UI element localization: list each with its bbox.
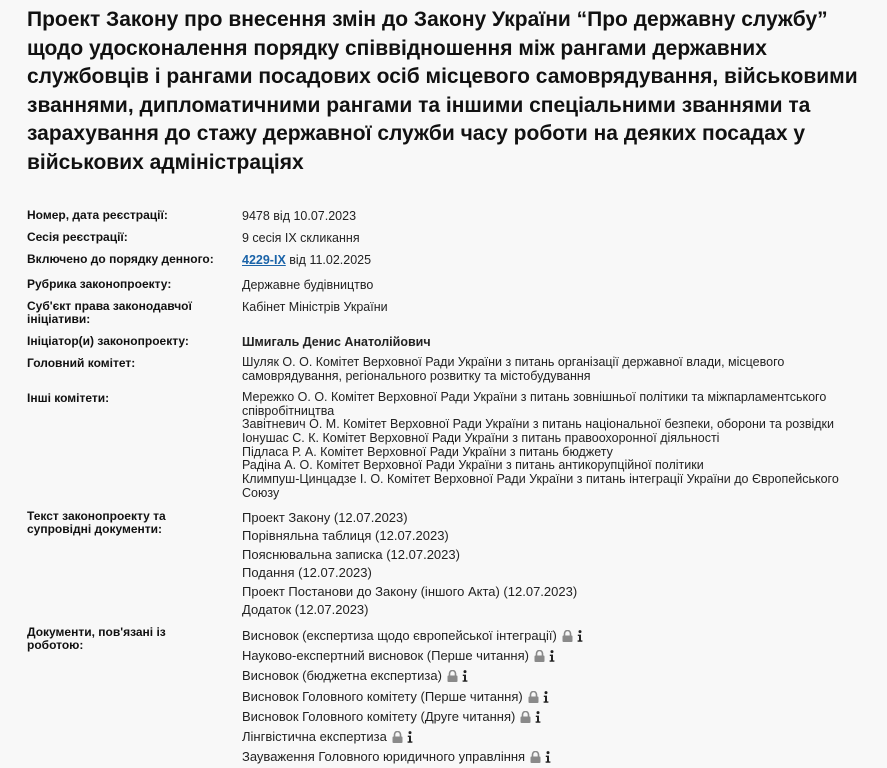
main-committee-row [27,357,877,385]
rubric-row [27,278,877,292]
other-committees-row [27,392,877,504]
subject-label [27,300,227,326]
agenda-label: Включено до порядку денного: [27,252,214,266]
related-label [27,626,227,652]
agenda-row [27,253,877,269]
related-label-line: Документи, пов'язані із [27,625,166,639]
initiator-value: Шмигаль Денис Анатолійович [242,335,431,349]
lock-icon [392,731,403,743]
document-link[interactable]: Проект Закону (12.07.2023) [242,510,408,525]
session-label: Сесія реєстрації: [27,230,128,244]
page-title: Проект Закону про внесення змін до Закону України “Про державну службу” щодо удосконалення порядку співвідношення між рангами державних службовців і рангами посадових осіб місцевого самоврядування, військовими званнями, дипломатичними рангами та іншими спеціальними званнями та зарахування до стажу державної служби часу роботи на деяких посадах у військових адміністраціях [27,8,858,174]
subject-label-line: Суб'єкт права законодавчої [27,299,192,313]
rubric-value: Державне будівництво [242,278,374,292]
related-document[interactable] [242,707,862,727]
subject-label-line: ініціативи: [27,312,91,326]
texts-row [27,510,877,622]
committee-line: співробітництва [242,403,335,418]
document-link[interactable]: Пояснювальна записка (12.07.2023) [242,546,460,562]
related-document-label[interactable]: Зауваження Головного юридичного управління [242,749,526,765]
texts-label [27,510,227,536]
texts-list [242,509,862,619]
main-committee-value [242,356,862,383]
committee-line: Іонушас С. К. Комітет Верховної Ради України з питань правоохоронної діяльності [242,431,720,446]
document-link[interactable]: Додаток (12.07.2023) [242,601,369,617]
related-document[interactable] [242,727,862,747]
main-committee-label: Головний комітет: [27,356,136,370]
related-list [242,626,862,767]
other-committees-value [242,391,862,501]
lock-icon [447,670,458,682]
info-icon[interactable] [462,670,468,682]
related-document[interactable] [242,747,862,767]
subject-row [27,300,877,328]
related-document-label[interactable]: Висновок (експертиза щодо європейської інтеграції) [242,628,557,643]
info-icon[interactable] [545,751,551,763]
related-document[interactable] [242,666,862,686]
related-document-label[interactable]: Висновок Головного комітету (Перше читання) [242,688,523,704]
committee-line: Радіна А. О. Комітет Верховної Ради України з питань антикорупційної політики [242,458,704,473]
document-link[interactable]: Проект Постанови до Закону (іншого Акта) (12.07.2023) [242,583,578,599]
related-document-label[interactable]: Лінгвістична експертиза [242,728,387,744]
lock-icon [534,650,545,662]
related-row [27,626,877,768]
initiator-label: Ініціатор(и) законопроекту: [27,334,189,348]
lock-icon [528,691,539,703]
committee-line: Шуляк О. О. Комітет Верховної Ради України з питань організації державної влади, місцевого [242,355,785,369]
info-icon[interactable] [577,630,583,642]
info-icon[interactable] [549,650,555,662]
info-icon[interactable] [407,731,413,743]
lock-icon [520,711,531,723]
document-link[interactable]: Порівняльна таблиця (12.07.2023) [242,528,449,544]
subject-value: Кабінет Міністрів України [242,300,388,314]
info-icon[interactable] [543,691,549,703]
related-document[interactable] [242,687,862,707]
related-document-label[interactable]: Науково-експертний висновок (Перше читання) [242,648,529,664]
agenda-link[interactable]: 4229-IX [242,253,286,267]
related-label-line: роботою: [27,638,84,652]
agenda-value [242,253,862,267]
related-document[interactable] [242,646,862,666]
related-document-label[interactable]: Висновок Головного комітету (Друге читання) [242,708,516,724]
committee-line: Завітневич О. М. Комітет Верховної Ради України з питань національної безпеки, оборони та розвідки [242,417,834,432]
lock-icon [530,751,541,763]
initiator-row [27,335,877,349]
document-link[interactable]: Подання (12.07.2023) [242,565,372,581]
committee-line: Мережко О. О. Комітет Верховної Ради України з питань зовнішньої політики та міжпарламентського [242,390,827,404]
committee-line: самоврядування, регіонального розвитку та містобудування [242,368,591,383]
session-value: 9 сесія IX скликання [242,231,360,245]
texts-label-line: супровідні документи: [27,522,163,536]
session-row [27,231,877,245]
related-document-label[interactable]: Висновок (бюджетна експертиза) [242,668,442,684]
committee-line: Союзу [242,485,280,500]
committee-line: Климпуш-Цинцадзе І. О. Комітет Верховної Ради України з питань інтеграції України до Європейського [242,472,839,487]
registration-row [27,209,877,223]
lock-icon [562,630,573,642]
agenda-date: від 11.02.2025 [289,253,372,267]
registration-value: 9478 від 10.07.2023 [242,209,357,223]
rubric-label: Рубрика законопроекту: [27,277,172,291]
info-icon[interactable] [535,711,541,723]
texts-label-line: Текст законопроекту та [27,509,166,523]
other-committees-label: Інші комітети: [27,391,110,405]
related-document[interactable] [242,626,862,646]
committee-line: Підласа Р. А. Комітет Верховної Ради України з питань бюджету [242,444,613,459]
registration-label: Номер, дата реєстрації: [27,208,168,222]
